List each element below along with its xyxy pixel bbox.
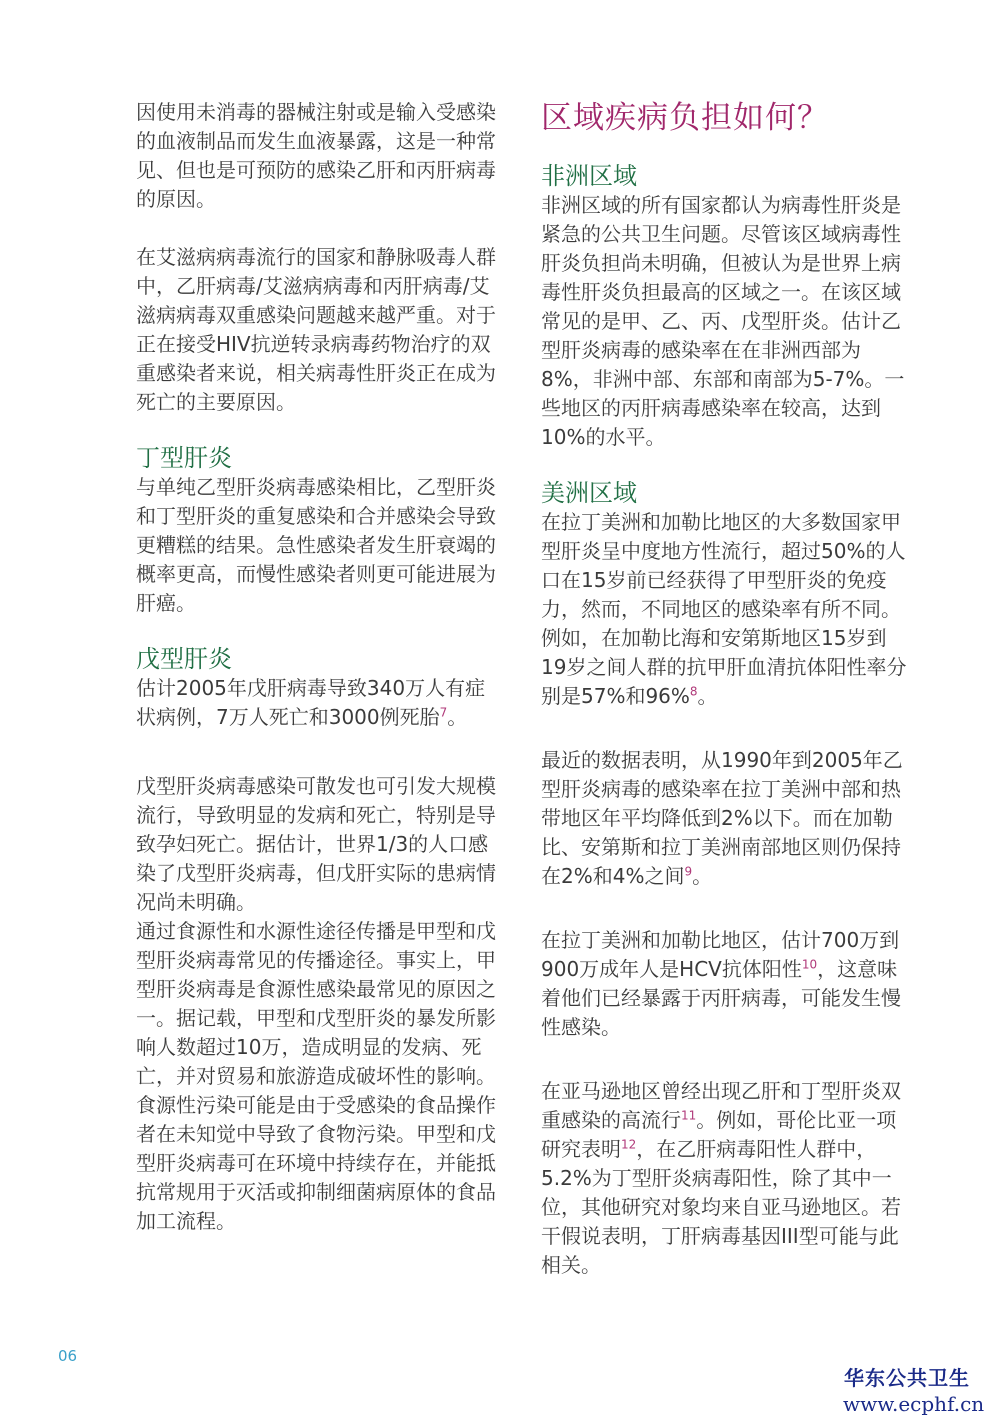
text-segment: 在拉丁美洲和加勒比地区，估计700万到900万成年人是HCV抗体阳性 bbox=[541, 928, 900, 981]
reference-11[interactable]: 11 bbox=[681, 1108, 697, 1123]
reference-8[interactable]: 8 bbox=[689, 684, 698, 699]
paragraph-hepatitis-e-estimate bbox=[136, 674, 500, 732]
heading-hepatitis-e: 戊型肝炎 bbox=[136, 645, 232, 673]
watermark-logo-text: 华东公共卫生 bbox=[844, 1366, 970, 1390]
heading-africa-region: 非洲区域 bbox=[541, 162, 637, 190]
text-segment: 。 bbox=[447, 705, 468, 729]
text-segment: 在亚马逊地区曾经出现乙肝和丁型肝炎双重感染的高流行 bbox=[541, 1079, 901, 1132]
paragraph-africa: 非洲区域的所有国家都认为病毒性肝炎是紧急的公共卫生问题。尽管该区域病毒性肝炎负担尚未明确，但被认为是世界上病毒性肝炎负担最高的区域之一。在该区域常见的是甲、乙、丙、戊型肝炎。估计乙型肝炎病毒的感染率在在非洲西部为8%，非洲中部、东部和南部为5-7%。一些地区的丙肝病毒感染率在较高，达到10%的水平。 bbox=[541, 193, 905, 449]
text-segment: 。例如，哥伦比亚一项研究表明 bbox=[541, 1108, 897, 1161]
left-column bbox=[136, 98, 500, 1236]
text-segment: 在拉丁美洲和加勒比地区的大多数国家甲型肝炎呈中度地方性流行，超过50%的人口在15岁前已经获得了甲型肝炎的免疫力，然而，不同地区的感染率有所不同。例如，在加勒比海和安第斯地区15岁到19岁之间人群的抗甲肝血清抗体阳性率分别是57%和96% bbox=[541, 510, 907, 708]
right-column bbox=[541, 98, 911, 1280]
heading-americas-region: 美洲区域 bbox=[541, 479, 637, 507]
paragraph-blood-exposure: 因使用未消毒的器械注射或是输入受感染的血液制品而发生血液暴露，这是一种常见、但也是可预防的感染乙肝和丙肝病毒的原因。 bbox=[136, 100, 496, 211]
reference-9[interactable]: 9 bbox=[684, 864, 693, 879]
section-title: 区域疾病负担如何？ bbox=[541, 100, 829, 136]
text-segment: ，在乙肝病毒阳性人群中，5.2%为丁型肝炎病毒阳性，除了其中一位，其他研究对象均来自亚马逊地区。若干假说表明，丁肝病毒基因III型可能与此相关。 bbox=[541, 1137, 901, 1277]
heading-hepatitis-d: 丁型肝炎 bbox=[136, 444, 232, 472]
page-number: 06 bbox=[58, 1347, 78, 1365]
paragraph-hiv-coinfection: 在艾滋病病毒流行的国家和静脉吸毒人群中，乙肝病毒/艾滋病病毒和丙肝病毒/艾滋病病毒双重感染问题越来越严重。对于正在接受HIV抗逆转录病毒药物治疗的双重感染者来说，相关病毒性肝炎正在成为死亡的主要原因。 bbox=[136, 245, 496, 414]
paragraph-hepatitis-d: 与单纯乙型肝炎病毒感染相比，乙型肝炎和丁型肝炎的重复感染和合并感染会导致更糟糕的结果。急性感染者发生肝衰竭的概率更高，而慢性感染者则更可能进展为肝癌。 bbox=[136, 475, 496, 615]
reference-7[interactable]: 7 bbox=[439, 705, 448, 720]
paragraph-americas-hepatitis-a bbox=[541, 508, 911, 711]
watermark-url[interactable]: www.ecphf.cn bbox=[843, 1392, 985, 1416]
text-segment: 估计2005年戊肝病毒导致340万人有症状病例，7万人死亡和3000例死胎 bbox=[136, 676, 486, 729]
reference-12[interactable]: 12 bbox=[621, 1137, 637, 1152]
reference-10[interactable]: 10 bbox=[801, 957, 818, 972]
text-segment: 。 bbox=[692, 864, 713, 888]
text-segment: ，这意味着他们已经暴露于丙肝病毒，可能发生慢性感染。 bbox=[541, 957, 901, 1039]
text-segment: 。 bbox=[697, 684, 718, 708]
paragraph-americas-hepatitis-b bbox=[541, 746, 911, 891]
paragraph-americas-hcv bbox=[541, 926, 911, 1042]
text-segment: 最近的数据表明，从1990年到2005年乙型肝炎病毒的感染率在拉丁美洲中部和热带地区年平均降低到2%以下。而在加勒比、安第斯和拉丁美洲南部地区则仍保持在2%和4%之间 bbox=[541, 748, 903, 888]
paragraph-hepatitis-e-outbreaks: 戊型肝炎病毒感染可散发也可引发大规模流行，导致明显的发病和死亡，特别是导致孕妇死亡。据估计，世界1/3的人口感染了戊型肝炎病毒，但戊肝实际的患病情况尚未明确。 bbox=[136, 774, 496, 914]
paragraph-food-water-transmission: 通过食源性和水源性途径传播是甲型和戊型肝炎病毒常见的传播途径。事实上，甲型肝炎病毒是食源性感染最常见的原因之一。据记载，甲型和戊型肝炎的暴发所影响人数超过10万，造成明显的发病、死亡，并对贸易和旅游造成破坏性的影响。食源性污染可能是由于受感染的食品操作者在未知觉中导致了食物污染。甲型和戊型肝炎病毒可在环境中持续存在，并能抵抗常规用于灭活或抑制细菌病原体的食品加工流程。 bbox=[136, 919, 496, 1233]
paragraph-amazon-coinfection bbox=[541, 1077, 911, 1280]
